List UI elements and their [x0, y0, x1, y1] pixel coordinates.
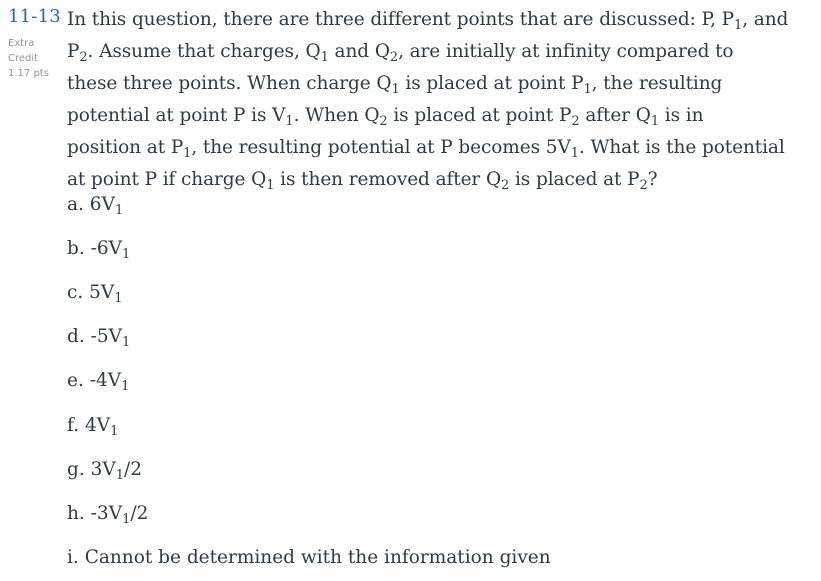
question-line [67, 68, 812, 100]
text-run: . Assume that charges, Q [87, 41, 321, 62]
question-line [67, 164, 812, 196]
text-run: -4V [83, 370, 122, 392]
answer-letter: d. [67, 326, 85, 348]
question-line [67, 100, 812, 132]
text-run: -6V [84, 238, 122, 260]
text-run: . What is the potential [578, 137, 785, 158]
text-run: /2 [124, 458, 143, 480]
subscript: 2 [79, 50, 88, 65]
text-run: these three points. When charge Q [67, 73, 392, 94]
text-run: -5V [84, 326, 122, 348]
answer-option[interactable] [67, 282, 123, 307]
answer-letter: g. [67, 458, 85, 480]
text-run: , the resulting potential at P becomes 5V [191, 137, 571, 158]
answer-option[interactable] [67, 194, 124, 218]
answer-letter: h. [67, 502, 85, 524]
question-line [67, 36, 812, 68]
answer-letter: a. [67, 194, 84, 215]
question-meta [8, 36, 49, 81]
text-run: after Q [579, 105, 651, 126]
text-run: position at P [67, 137, 184, 158]
subscript: 1 [122, 335, 131, 351]
question-text [67, 4, 812, 196]
subscript: 1 [115, 467, 125, 483]
text-run: /2 [130, 502, 149, 524]
subscript: 1 [734, 18, 743, 33]
text-run: 6V [83, 194, 115, 215]
text-run: potential at point P is V [67, 105, 286, 126]
text-run: -3V [84, 502, 123, 524]
subscript: 1 [114, 203, 124, 218]
text-run: is in [658, 105, 704, 126]
extra-label: Extra [8, 38, 35, 49]
text-run: Cannot be determined with the information given [78, 546, 551, 568]
text-run: and Q [328, 41, 390, 62]
text-run: P [67, 41, 80, 62]
text-run: . When Q [293, 105, 380, 126]
question-line [67, 132, 812, 164]
subscript: 1 [285, 114, 294, 129]
answer-option[interactable] [67, 238, 131, 263]
text-run: , and [742, 9, 789, 30]
text-run: 3V [84, 458, 116, 480]
subscript: 2 [501, 178, 510, 193]
text-run: is placed at point P [387, 105, 572, 126]
text-run: ? [647, 169, 658, 190]
credit-label: Credit [8, 53, 39, 64]
text-run: , the resulting [591, 73, 723, 94]
answer-option[interactable] [67, 326, 131, 351]
subscript: 2 [379, 114, 388, 129]
text-run: is placed at P [509, 169, 640, 190]
question-paragraph [67, 4, 812, 196]
question-line [67, 4, 812, 36]
text-run: is then removed after Q [274, 169, 502, 190]
answer-option[interactable] [67, 458, 143, 483]
text-run: 4V [79, 414, 111, 436]
answer-letter: e. [67, 370, 84, 392]
subscript: 1 [122, 247, 131, 263]
subscript: 1 [570, 146, 579, 161]
text-run: 5V [83, 282, 115, 304]
subscript: 1 [114, 291, 123, 307]
answer-option[interactable] [67, 502, 149, 527]
subscript: 1 [320, 50, 329, 65]
subscript: 1 [121, 379, 130, 395]
answer-option[interactable] [67, 547, 551, 568]
points-label: 1.17 pts [8, 68, 49, 79]
answer-letter: i. [67, 546, 79, 568]
answer-letter: b. [67, 238, 85, 260]
subscript: 1 [650, 114, 659, 129]
subscript: 1 [183, 146, 192, 161]
text-run: at point P if charge Q [67, 169, 267, 190]
subscript: 2 [571, 114, 580, 129]
text-run: , are initially at infinity compared to [398, 41, 734, 62]
question-number: 11-13 [8, 6, 61, 27]
answer-letter: f. [67, 414, 80, 436]
answer-option[interactable] [67, 370, 130, 395]
subscript: 1 [266, 178, 275, 193]
text-run: In this question, there are three different points that are discussed: P, P [67, 9, 735, 30]
subscript: 1 [391, 82, 400, 97]
text-run: is placed at point P [399, 73, 584, 94]
subscript: 1 [122, 511, 131, 527]
subscript: 1 [110, 423, 119, 439]
answer-option[interactable] [67, 414, 119, 439]
subscript: 1 [583, 82, 592, 97]
subscript: 2 [639, 178, 648, 193]
answer-letter: c. [67, 282, 84, 304]
subscript: 2 [389, 50, 399, 65]
